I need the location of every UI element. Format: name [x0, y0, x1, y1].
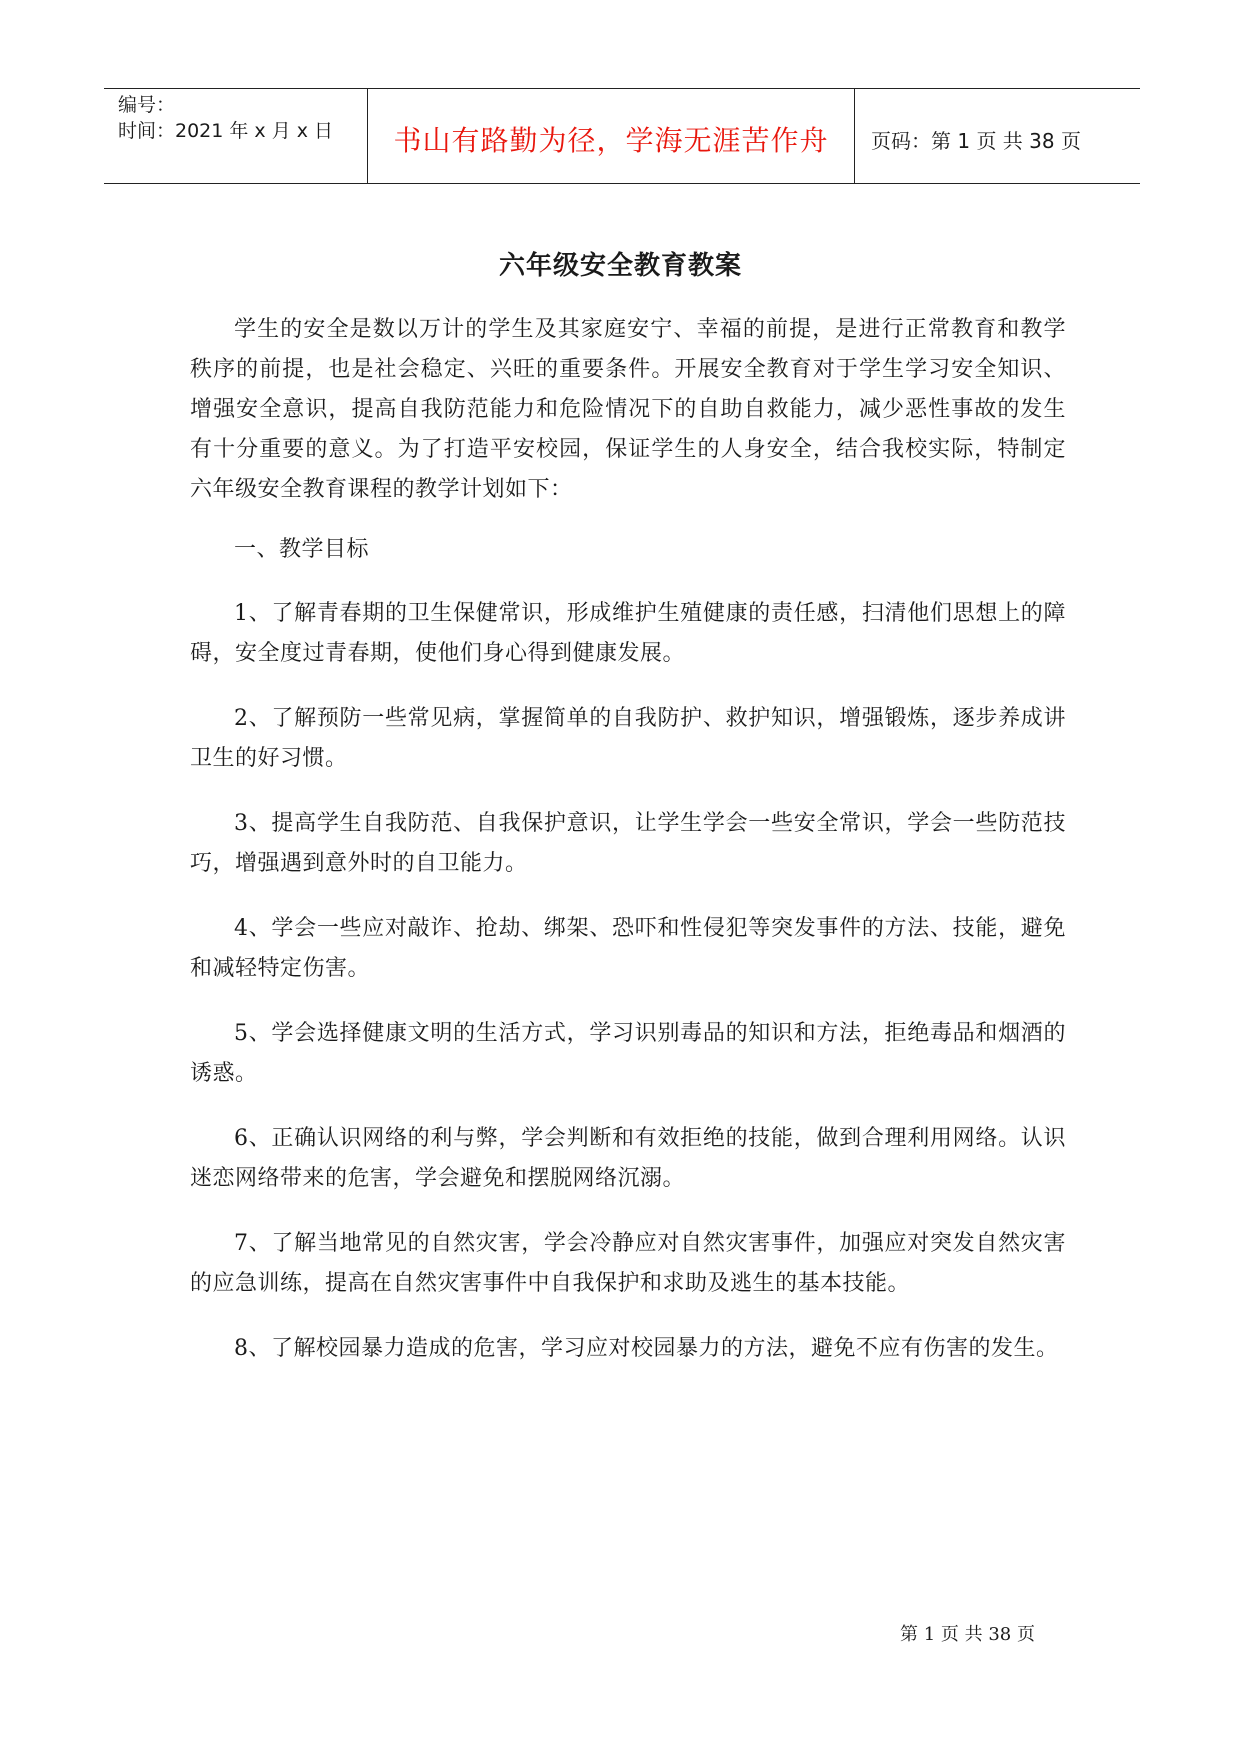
motto-text: 书山有路勤为径，学海无涯苦作舟 [393, 124, 829, 157]
header-motto-cell [368, 89, 855, 183]
page-footer: 第 1 页 共 38 页 [900, 1624, 1035, 1645]
objective-item: 8、了解校园暴力造成的危害，学习应对校园暴力的方法，避免不应有伤害的发生。 [234, 1336, 1059, 1361]
objective-item: 1、了解青春期的卫生保健常识，形成维护生殖健康的责任感，扫清他们思想上的障碍，安全度过青春期，使他们身心得到健康发展。 [190, 601, 1066, 666]
section-heading: 一、教学目标 [234, 537, 370, 562]
objective-item: 4、学会一些应对敲诈、抢劫、绑架、恐吓和性侵犯等突发事件的方法、技能，避免和减轻特定伤害。 [190, 916, 1066, 981]
header-meta-cell [104, 89, 368, 183]
page-code: 页码：第 1 页 共 38 页 [871, 129, 1081, 153]
objective-item: 6、正确认识网络的利与弊，学会判断和有效拒绝的技能，做到合理利用网络。认识迷恋网络带来的危害，学会避免和摆脱网络沉溺。 [190, 1126, 1066, 1191]
objective-item: 2、了解预防一些常见病，掌握简单的自我防护、救护知识，增强锻炼，逐步养成讲卫生的好习惯。 [190, 706, 1066, 771]
document-body [190, 310, 1066, 1369]
document-header [104, 88, 1140, 184]
intro-paragraph: 学生的安全是数以万计的学生及其家庭安宁、幸福的前提，是进行正常教育和教学秩序的前提，也是社会稳定、兴旺的重要条件。开展安全教育对于学生学习安全知识、增强安全意识，提高自我防范能力和危险情况下的自助自救能力，减少恶性事故的发生有十分重要的意义。为了打造平安校园，保证学生的人身安全，结合我校实际，特制定六年级安全教育课程的教学计划如下： [190, 317, 1066, 502]
objective-item: 3、提高学生自我防范、自我保护意识，让学生学会一些安全常识，学会一些防范技巧，增强遇到意外时的自卫能力。 [190, 811, 1066, 876]
objective-item: 7、了解当地常见的自然灾害，学会冷静应对自然灾害事件，加强应对突发自然灾害的应急训练，提高在自然灾害事件中自我保护和求助及逃生的基本技能。 [190, 1231, 1066, 1296]
document-title: 六年级安全教育教案 [498, 251, 742, 281]
objective-item: 5、学会选择健康文明的生活方式，学习识别毒品的知识和方法，拒绝毒品和烟酒的诱惑。 [190, 1021, 1066, 1086]
date-label: 时间：2021 年 x 月 x 日 [118, 120, 334, 142]
serial-number-label: 编号： [118, 94, 176, 116]
header-page-cell [855, 89, 1140, 183]
